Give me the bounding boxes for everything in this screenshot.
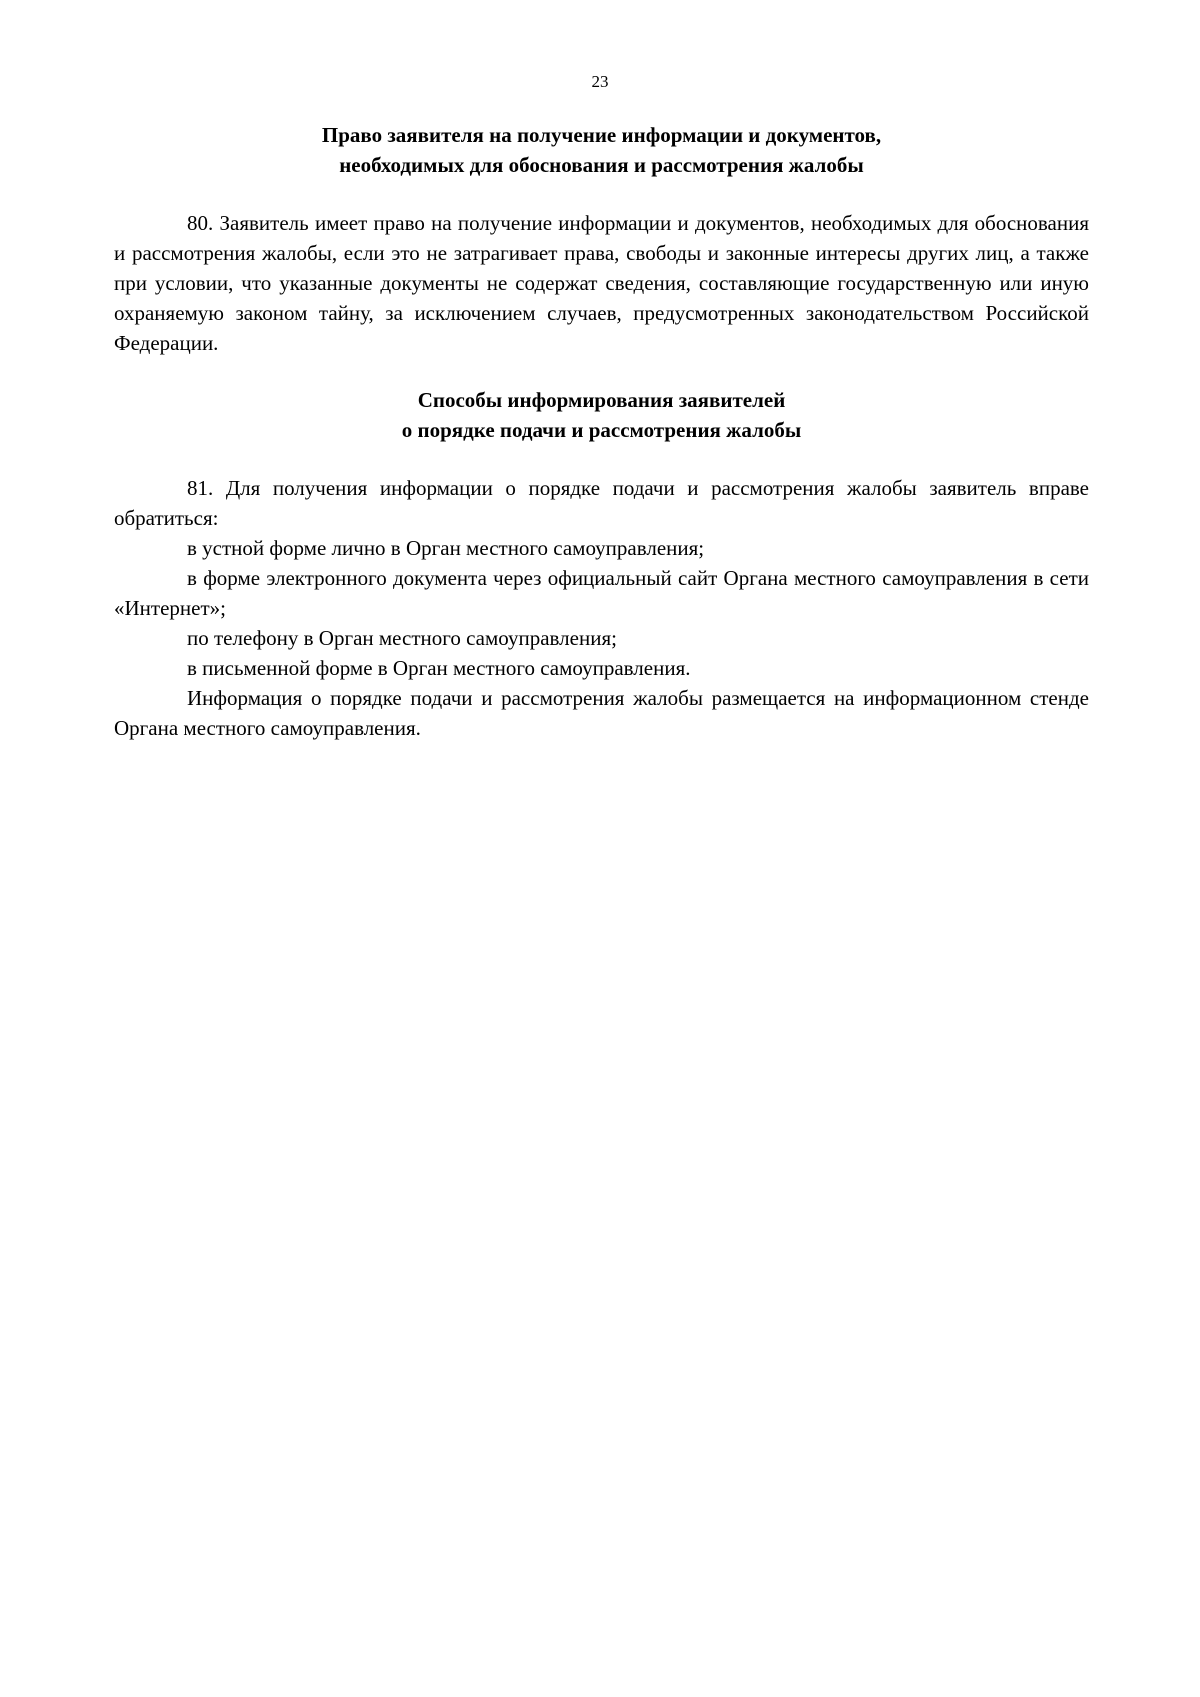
heading-line: необходимых для обоснования и рассмотрения жалобы <box>339 153 864 177</box>
paragraph-80: 80. Заявитель имеет право на получение информации и документов, необходимых для обоснования и рассмотрения жалобы, если это не затрагивает права, свободы и законные интересы других лиц, а также при условии, что указанные документы не содержат сведения, составляющие государственную или иную охраняемую законом тайну, за исключением случаев, предусмотренных законодательством Российской Федерации. <box>114 211 1089 355</box>
paragraph-info-stand: Информация о порядке подачи и рассмотрения жалобы размещается на информационном стенде Органа местного самоуправления. <box>114 686 1089 740</box>
heading-line: о порядке подачи и рассмотрения жалобы <box>401 418 802 442</box>
heading-line: Право заявителя на получение информации и документов, <box>321 123 882 147</box>
page-number: 23 <box>591 72 609 91</box>
spacer <box>114 180 1089 208</box>
list-item-phone: по телефону в Орган местного самоуправления; <box>187 626 617 650</box>
list-item-electronic: в форме электронного документа через официальный сайт Органа местного самоуправления в сети «Интернет»; <box>114 566 1089 620</box>
paragraph-81: 81. Для получения информации о порядке подачи и рассмотрения жалобы заявитель вправе обратиться: <box>114 476 1089 530</box>
list-item-oral: в устной форме лично в Орган местного самоуправления; <box>187 536 705 560</box>
section-heading-applicant-rights <box>114 120 1089 180</box>
document-body <box>114 120 1089 743</box>
section-heading-informing-methods <box>114 385 1089 445</box>
spacer <box>114 445 1089 473</box>
spacer <box>114 358 1089 385</box>
heading-line: Способы информирования заявителей <box>417 388 786 412</box>
list-item-written: в письменной форме в Орган местного самоуправления. <box>187 656 691 680</box>
